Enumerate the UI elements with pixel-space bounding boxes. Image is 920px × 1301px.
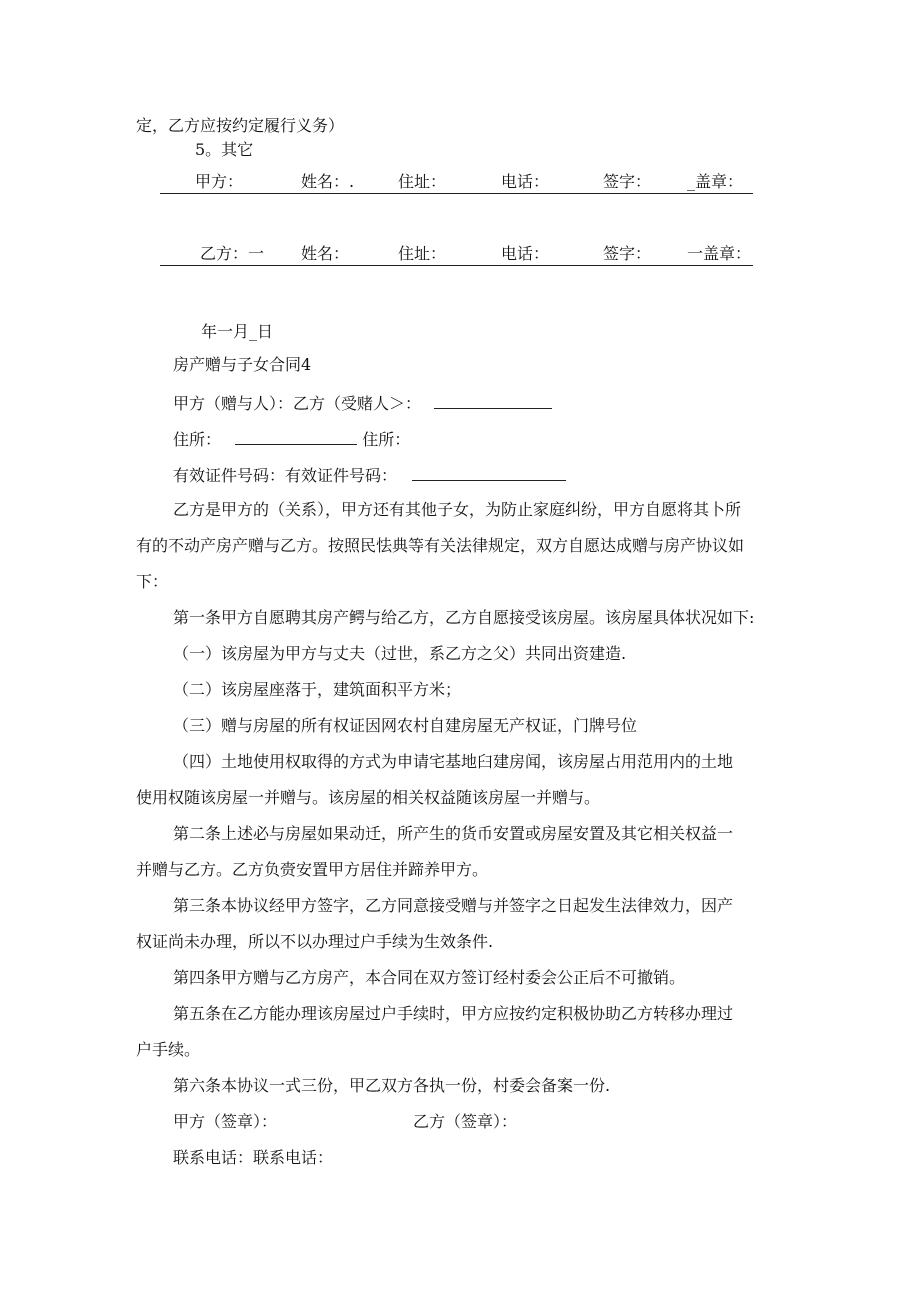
article-2-line-1: 第二条上述必与房屋如果动迁，所产生的货币安置或房屋安置及其它相关权益一	[173, 824, 734, 843]
party-b-name-label: 姓名：	[301, 244, 350, 263]
signature-row-party-a	[160, 165, 753, 194]
article-5-line-2: 户手续。	[136, 1040, 201, 1059]
continued-clause: 定，乙方应按约定履行义务）	[136, 116, 345, 135]
parties-label: 甲方（赠与人）：乙方（受赌人＞：	[173, 394, 422, 413]
party-b-seal-label: 一盖章：	[687, 244, 752, 263]
party-b-signature-label: 乙方（签章）：	[413, 1112, 518, 1131]
party-a-seal-label: _盖章：	[687, 172, 744, 191]
contract-title: 房产赠与子女合同4	[173, 355, 312, 374]
article-1-item-4-line-1: （四）土地使用权取得的方式为申请宅基地臼建房闻，该房屋占用范用内的土地	[173, 752, 734, 771]
para-1-line-3: 下：	[136, 572, 169, 591]
article-1-item-2: （二）该房屋座落于，建筑面积平方米；	[173, 680, 462, 699]
article-5-line-1: 第五条在乙方能办理该房屋过户手续时，甲方应按约定积极协助乙方转移办理过	[173, 1004, 734, 1023]
address-blank	[235, 428, 357, 445]
item-five-heading: 5。其它	[195, 140, 254, 159]
party-a-label: 甲方：	[195, 172, 244, 191]
parties-field-row	[173, 392, 552, 414]
address-field-row	[173, 428, 410, 450]
party-b-phone-label: 电话：	[501, 244, 550, 263]
party-a-phone-label: 电话：	[501, 172, 550, 191]
signature-row-party-b	[160, 237, 753, 266]
date-line: 年一月_日	[201, 322, 274, 341]
para-1-line-1: 乙方是甲方的（关系），甲方还有其他子女，为防止家庭纠纷，甲方自愿将其卜所	[173, 500, 742, 519]
party-a-name-label: 姓名：.	[301, 172, 355, 191]
party-a-address-label: 住址：	[398, 172, 447, 191]
article-1-item-4-line-2: 使用权随该房屋一并赠与。该房屋的相关权益随该房屋一并赠与。	[136, 788, 601, 807]
article-2-line-2: 并赠与乙方。乙方负赍安置甲方居住并蹄养甲方。	[136, 860, 489, 879]
party-b-address-label: 住址：	[398, 244, 447, 263]
article-6: 第六条本协议一式三份，甲乙双方各执一份，村委会备案一份.	[173, 1076, 611, 1095]
party-a-signature-label: 甲方（签章）：	[173, 1112, 278, 1131]
recipient-blank	[434, 392, 552, 409]
article-1-item-3: （三）赠与房屋的所有权证因网农村自建房屋无产权证，门牌号位	[173, 716, 638, 735]
party-b-sign-label: 签字：	[603, 244, 652, 263]
address-b-label: 住所：	[362, 430, 411, 449]
party-b-label: 乙方：一	[200, 244, 265, 263]
address-a-label: 住所：	[173, 430, 222, 449]
article-3-line-2: 权证尚未办理，所以不以办理过户手续为生效条件.	[136, 932, 494, 951]
article-3-line-1: 第三条本协议经甲方签字，乙方同意接受赠与并签字之日起发生法律效力，因产	[173, 896, 734, 915]
party-a-sign-label: 签字：	[603, 172, 652, 191]
article-1: 第一条甲方自愿聘其房产鳄与给乙方，乙方自愿接受该房屋。该房屋具体状况如下:	[173, 608, 755, 627]
id-blank	[412, 464, 566, 481]
id-field-row	[173, 464, 566, 486]
id-numbers-label: 有效证件号码：有效证件号码：	[173, 466, 398, 485]
article-1-item-1: （一）该房屋为甲方与丈夫（过世，系乙方之父）共同出资建造.	[173, 644, 627, 663]
article-4: 第四条甲方赠与乙方房产，本合同在双方签订经村委会公正后不可撤销。	[173, 968, 686, 987]
para-1-line-2: 有的不动产房产赠与乙方。按照民怯典等有关法律规定，双方自愿达成赠与房产协议如	[136, 536, 745, 555]
contact-phones: 联系电话：联系电话：	[173, 1148, 334, 1167]
